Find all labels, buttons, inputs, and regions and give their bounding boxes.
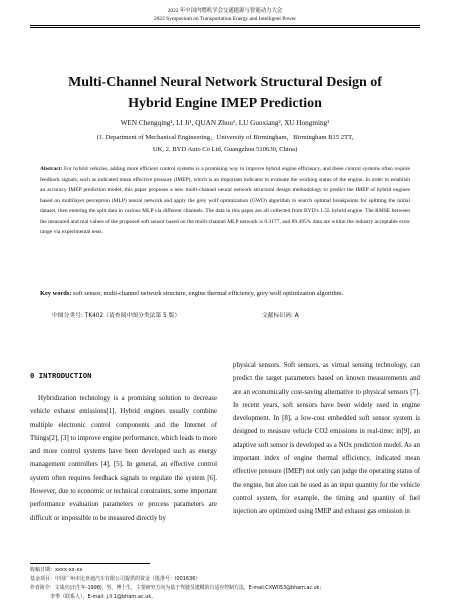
- abstract-text: For hybrid vehicles, adding more efficient control systems is a promising way to improve hybrid engine efficiency, and these control systems often require feedback signals, such as indicated mean effective pressure (IMEP), which is an important indicator to evaluate the working status of the engine. In order to establish an accuracy IMEP prediction model, this paper proposes a new multi-channel neural network structural design methodology to predict the IMEP of hybrid engines based on multilayer perceptron (MLP) neural network and apply the grey wolf optimization (GWO) algorithm to search optimal breakpoints for splitting the initial dataset, then entering the split data in various MLP via different channels. The data in this paper are all collected from BYD's 1.5L hybrid engine. The RMSE between the measured and real values of the proposed soft sensor based on the multi-channel MLP network is 0.3177, and 89.495% data are within the industry acceptable error range via experimental tests.: [40, 166, 411, 235]
- footnote-contact: 李季（联系人），E-mail: j.li.1@bham.ac.uk。: [50, 594, 157, 600]
- conference-header-en: 2022 Symposium on Transportation Energy and Intelligent Power: [154, 16, 296, 22]
- paper-title-line2: Hybrid Engine IMEP Prediction: [128, 96, 322, 111]
- affiliation-line2: UK, 2. BYD Auto Co Ltd, Guangzhou 510630, China): [152, 146, 298, 153]
- document-code: 文献标识码: A: [262, 313, 299, 319]
- footnote-author-bio: 作者简介：文成庆(出生年-1998)，男，博士生，主要研究方向为基于驾驶员建模的自适应控制方法，E-mail:CXW053@bham.ac.uk；: [30, 585, 325, 591]
- body-left-column: [30, 392, 217, 525]
- footnote-rule: [30, 563, 150, 564]
- keywords-text: soft sensor, multi-channel network structure, engine thermal efficiency, grey wolf optimization algorithm.: [73, 290, 344, 297]
- conference-header-cn: 2022 年中国内燃机学会交通能源与智能动力大会: [167, 8, 283, 14]
- affiliation-line1: (1. Department of Mechanical Engineering，University of Birmingham，Birmingham B15 2TT,: [96, 134, 354, 141]
- keywords-label: Key words:: [40, 290, 72, 297]
- footnote-received: 收稿日期：xxxx-xx-xx: [30, 567, 83, 573]
- paper-title-line1: Multi-Channel Neural Network Structural Design of: [68, 75, 382, 90]
- footnote-fund: 基金项目：中国广州市比亚迪汽车有限公司提供的资金（批准号：l001636）: [30, 576, 201, 582]
- right-column-text: physical sensors. Soft sensors, as virtual sensing technology, can predict the target parameters based on known measurements and are an economically cost-saving alternative to physical sensors [7]. In recent years, soft sensors have been widely used in engine development. In [8], a low-cost embedded soft sensor system is designed to measure vehicle CO2 emissions in real-time; in[9], an adaptive soft sensor is developed as a NOx prediction model. As an important index of engine thermal efficiency, indicated mean effective pressure (IMEP) not only can judge the operating status of the engine, but also can be used as an input quantity for the vehicle control system, for example, the timing and quantity of fuel injection are optimized using IMEP and exhaust gas emission in: [233, 362, 421, 516]
- clc-number: 中图分类号: TK402（请查阅中图分类法第 5 版）: [52, 313, 181, 319]
- left-column-text: Hybridization technology is a promising solution to decrease vehicle exhaust emissions[1]. Hybrid engines usually combine multiple electronic control components and the Internet of Things[2], [3] to improve engine performance, which leads to more and more control systems have been developed such as energy management controllers [4], [5]. In general, an effective control system often requires feedback signals to regulate the system [6]. However, due to economic or technical constraints, some important performance evaluation parameters or process parameters are difficult or impossible to be measured directly by: [30, 395, 217, 522]
- header-rule: [30, 25, 420, 26]
- keywords: [40, 289, 410, 299]
- section-heading: 0 INTRODUCTION: [30, 371, 92, 380]
- abstract-label: Abstract:: [40, 166, 63, 172]
- abstract: [40, 164, 410, 238]
- header-rule-2: [30, 27, 420, 28]
- authors: WEN Chengqing¹, LI Ji¹, QUAN Zhou¹, LU Guoxiang², XU Hongming¹: [120, 119, 330, 127]
- body-right-column: [233, 359, 420, 519]
